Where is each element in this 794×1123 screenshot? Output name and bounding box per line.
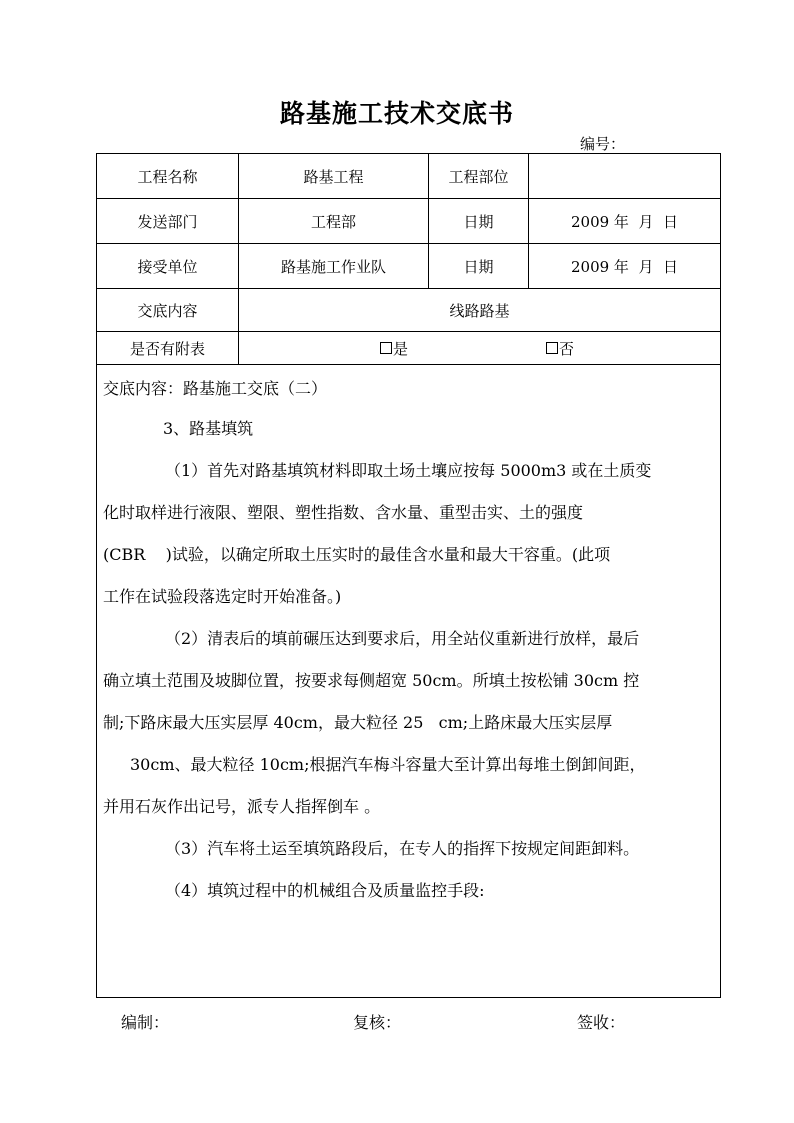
checkbox-no[interactable] — [546, 342, 558, 354]
section-heading: 3、路基填筑 — [163, 419, 254, 438]
paragraph-1-line-4: 工作在试验段落选定时开始准备。) — [103, 587, 342, 606]
row-send-dept — [97, 199, 720, 244]
attachment-no-option[interactable] — [546, 332, 574, 364]
row-receive-unit — [97, 244, 720, 289]
paragraph-4: （4）填筑过程中的机械组合及质量监控手段: — [165, 881, 485, 900]
attachment-yes-option[interactable] — [380, 332, 408, 364]
content-label: 交底内容 — [97, 289, 239, 331]
row-attachment — [97, 332, 720, 365]
receive-unit-value: 路基施工作业队 — [239, 244, 429, 288]
date-label: 日期 — [429, 199, 529, 243]
date-value: 2009 年 月 日 — [570, 257, 678, 276]
send-dept-value: 工程部 — [239, 199, 429, 243]
body-heading: 交底内容：路基施工交底（二） — [103, 379, 328, 398]
attachment-label: 是否有附表 — [97, 332, 239, 364]
project-name-value: 路基工程 — [239, 154, 429, 198]
attachment-yes-label: 是 — [393, 339, 409, 358]
attachment-no-label: 否 — [559, 339, 575, 358]
checkbox-yes[interactable] — [380, 342, 392, 354]
paragraph-2-line-3: 制;下路床最大压实层厚 40cm，最大粒径 25 cm;上路床最大压实层厚 — [103, 713, 613, 732]
paragraph-1-line-2: 化时取样进行液限、塑限、塑性指数、含水量、重型击实、土的强度 — [103, 503, 584, 522]
content-value: 线路路基 — [449, 301, 510, 320]
serial-number-label: 编号： — [580, 135, 626, 153]
project-name-label: 工程名称 — [97, 154, 239, 198]
date-value: 2009 年 月 日 — [570, 212, 678, 231]
row-content — [97, 289, 720, 332]
paragraph-2-line-5: 并用石灰作出记号，派专人指挥倒车 。 — [103, 797, 381, 816]
project-part-value — [529, 154, 720, 198]
received-by-label: 签收： — [577, 1013, 626, 1032]
send-dept-label: 发送部门 — [97, 199, 239, 243]
paragraph-2-line-2: 确立填土范围及坡脚位置，按要求每侧超宽 50cm。所填土按松铺 30cm 控 — [103, 671, 640, 690]
compiled-by-label: 编制： — [121, 1013, 170, 1032]
reviewed-by-label: 复核： — [353, 1013, 402, 1032]
document-title: 路基施工技术交底书 — [279, 99, 514, 128]
paragraph-1-line-1: （1）首先对路基填筑材料即取土场土壤应按每 5000m3 或在土质变 — [165, 461, 652, 480]
paragraph-2-line-4: 30cm、最大粒径 10cm;根据汽车梅斗容量大至计算出每堆土倒卸间距， — [130, 755, 646, 774]
date-label: 日期 — [429, 244, 529, 288]
paragraph-1-line-3: (CBR )试验，以确定所取土压实时的最佳含水量和最大干容重。(此项 — [103, 545, 611, 564]
paragraph-2-line-1: （2）清表后的填前碾压达到要求后，用全站仪重新进行放样，最后 — [165, 629, 640, 648]
paragraph-3: （3）汽车将土运至填筑路段后，在专人的指挥下按规定间距卸料。 — [165, 839, 640, 858]
project-part-label: 工程部位 — [429, 154, 529, 198]
receive-unit-label: 接受单位 — [97, 244, 239, 288]
row-project-name — [97, 154, 720, 199]
disclosure-form — [96, 153, 721, 998]
